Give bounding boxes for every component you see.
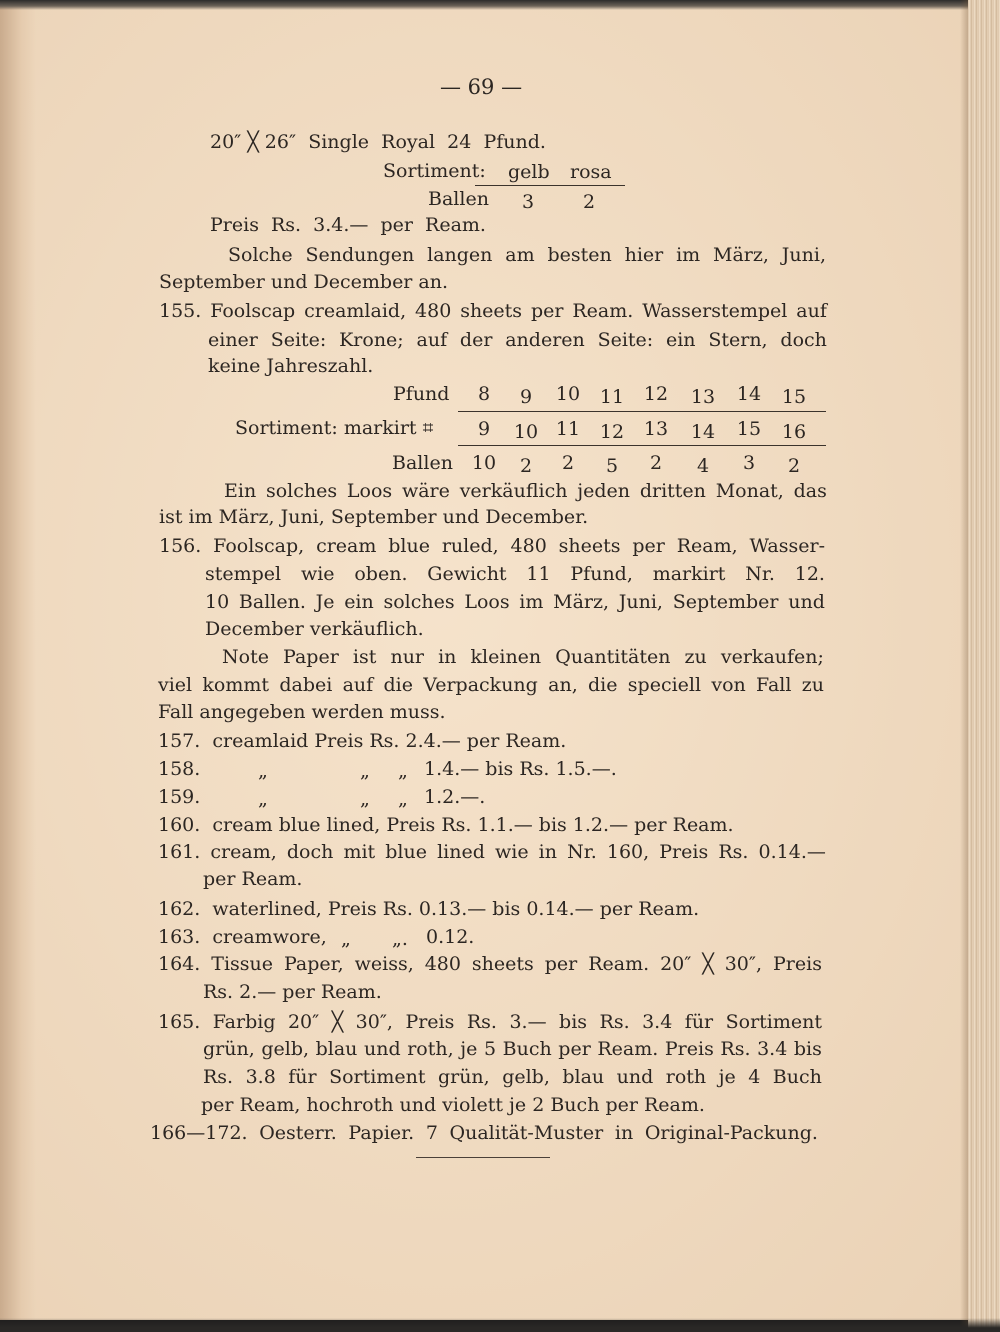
word: blau	[315, 1038, 358, 1060]
word: 5	[483, 1038, 497, 1060]
word: zu	[801, 674, 824, 696]
word: Pfund.	[483, 131, 546, 153]
item-155-after-line-2: ist im März, Juni, September und December.	[159, 506, 589, 528]
word: hier	[624, 244, 664, 266]
word: lined	[437, 841, 485, 863]
word: Qualität-Muster	[449, 1122, 604, 1144]
word: doch	[286, 841, 334, 863]
word: Farbig	[212, 1011, 276, 1033]
word: 165.	[158, 1011, 201, 1033]
item-155-line-1	[159, 300, 827, 322]
item-158-ditto-1: „	[258, 760, 268, 782]
word: doch	[780, 329, 827, 351]
item-155-after-line-1	[224, 480, 827, 502]
word: 480	[424, 953, 461, 975]
markirt-cell: 14	[690, 421, 716, 443]
word: per	[632, 535, 665, 557]
word: Monat,	[715, 480, 784, 502]
word: 11	[526, 563, 551, 585]
word: Paper,	[283, 953, 344, 975]
word: Foolscap	[210, 300, 296, 322]
end-rule	[416, 1157, 550, 1158]
word: Ream.	[597, 1038, 659, 1060]
item-165-line-3	[203, 1066, 822, 1088]
item-160: 160. cream blue lined, Preis Rs. 1.1.— bis 1.2.— per Ream.	[158, 814, 734, 836]
item-162: 162. waterlined, Preis Rs. 0.13.— bis 0.14.— per Ream.	[158, 898, 700, 920]
word: creamlaid,	[304, 300, 407, 322]
word: 3.4	[757, 1038, 788, 1060]
page-edges	[968, 0, 1000, 1332]
word: je	[460, 1038, 478, 1060]
word: langen	[427, 244, 493, 266]
word: im	[676, 244, 701, 266]
word: 480	[510, 535, 547, 557]
word: 480	[415, 300, 452, 322]
word: 3.—	[509, 1011, 547, 1033]
note-line-3: Fall angegeben werden muss.	[158, 701, 446, 723]
item-161-line-1	[158, 841, 826, 863]
word: anderen	[505, 329, 585, 351]
word: roth	[665, 1066, 707, 1088]
word: 3.8	[245, 1066, 276, 1088]
word: markirt	[652, 563, 726, 585]
word: ╳	[702, 953, 714, 975]
item-158-text: 1.4.— bis Rs. 1.5.—.	[424, 758, 617, 780]
word: und	[616, 1066, 654, 1088]
item-158-number: 158.	[158, 758, 201, 780]
word: Loos	[464, 591, 510, 613]
pfund-cell: 9	[519, 386, 533, 408]
color-gelb: gelb	[508, 161, 550, 183]
word: Nr.	[567, 841, 597, 863]
word: Pfund,	[570, 563, 633, 585]
word: 24	[447, 131, 472, 153]
ballen-label: Ballen	[428, 188, 489, 210]
item-163-text: 163. creamwore,	[158, 926, 327, 948]
bottom-edge	[0, 1318, 1000, 1332]
word: Preis	[405, 1011, 455, 1033]
word: Wasserstempel	[642, 300, 788, 322]
word: Buch	[502, 1038, 552, 1060]
word: Foolscap,	[213, 535, 305, 557]
item-155-line-3: keine Jahreszahl.	[208, 355, 374, 377]
word: die	[383, 674, 413, 696]
word: kleinen	[470, 646, 542, 668]
word: blue	[385, 841, 427, 863]
word: Preis	[210, 214, 259, 236]
word: in	[438, 646, 457, 668]
word: sheets	[558, 535, 621, 557]
word: Ream,	[676, 535, 738, 557]
markirt-cell: 13	[643, 418, 669, 440]
word: Seite:	[270, 329, 327, 351]
word: 20″ ╳ 26″	[210, 131, 297, 153]
word: cream,	[210, 841, 277, 863]
word: sheets	[471, 953, 534, 975]
item-155-line-2	[208, 329, 827, 351]
pfund-cell: 11	[599, 386, 625, 408]
word: sheets	[460, 300, 523, 322]
word: Seite:	[597, 329, 654, 351]
markirt-cell: 12	[599, 421, 625, 443]
sortiment-label: Sortiment:	[383, 160, 486, 182]
word: einer	[208, 329, 258, 351]
item-165-line-2	[203, 1038, 822, 1060]
word: Wasser-	[749, 535, 825, 557]
word: roth,	[407, 1038, 454, 1060]
word: ein	[344, 591, 374, 613]
word: Papier.	[348, 1122, 415, 1144]
item-157: 157. creamlaid Preis Rs. 2.4.— per Ream.	[158, 730, 567, 752]
word: jeden	[577, 480, 631, 502]
word: 155.	[159, 300, 202, 322]
word: nur	[390, 646, 425, 668]
word: März,	[553, 591, 610, 613]
word: Rs.	[718, 841, 749, 863]
item-154-note-line-1	[228, 244, 826, 266]
ballen-cell: 10	[471, 452, 497, 474]
word: von	[711, 674, 746, 696]
ballen-cell: 4	[696, 455, 710, 477]
word: Preis	[773, 953, 822, 975]
item-154-heading	[210, 131, 546, 153]
word: oben.	[354, 563, 408, 585]
word: dritten	[639, 480, 706, 502]
word: Verpackung	[423, 674, 538, 696]
item-158-ditto-2: „	[360, 760, 370, 782]
word: Ream.	[588, 953, 650, 975]
word: und	[788, 591, 825, 613]
item-156-line-3	[205, 591, 825, 613]
sortiment-rule	[475, 185, 625, 186]
item-154-price	[210, 214, 486, 236]
word: grün,	[437, 1066, 490, 1088]
word: Solche	[228, 244, 293, 266]
word: gelb,	[261, 1038, 310, 1060]
word: in	[614, 1122, 634, 1144]
item-158-ditto-3: „	[398, 760, 408, 782]
word: Nr.	[745, 563, 775, 585]
item-159-number: 159.	[158, 786, 201, 808]
word: Tissue	[211, 953, 273, 975]
word: Oesterr.	[259, 1122, 337, 1144]
word: per	[530, 300, 564, 322]
pfund-cell: 13	[690, 386, 716, 408]
word: Je	[315, 591, 335, 613]
word: Rs.	[599, 1011, 630, 1033]
word: das	[793, 480, 827, 502]
item-159-ditto-2: „	[360, 788, 370, 810]
word: zu	[684, 646, 707, 668]
item-163-ditto-1: „	[341, 928, 351, 950]
word: per	[380, 214, 413, 236]
word: Sendungen	[305, 244, 415, 266]
word: Juni,	[781, 244, 826, 266]
word: Stern,	[708, 329, 768, 351]
word: Ballen.	[238, 591, 306, 613]
word: Ream.	[425, 214, 486, 236]
pfund-label: Pfund	[393, 383, 450, 405]
word: 161.	[158, 841, 201, 863]
word: bis	[559, 1011, 588, 1033]
word: dabei	[279, 674, 333, 696]
word: Sortiment	[725, 1011, 822, 1033]
item-164-line-2: Rs. 2.— per Ream.	[203, 981, 382, 1003]
word: per	[558, 1038, 591, 1060]
word: cream	[316, 535, 377, 557]
word: verkaufen;	[720, 646, 824, 668]
ballen-value-rosa: 2	[583, 191, 596, 213]
word: mit	[343, 841, 376, 863]
item-163-ditto-2: „.	[392, 928, 408, 950]
word: besten	[547, 244, 612, 266]
word: 4	[748, 1066, 761, 1088]
word: ist	[352, 646, 377, 668]
ballen-value-gelb: 3	[522, 191, 535, 213]
word: blue	[388, 535, 430, 557]
ballen-cell: 2	[649, 452, 663, 474]
ballen-table-label: Ballen	[392, 452, 453, 474]
word: der	[459, 329, 493, 351]
word: Sortiment	[329, 1066, 426, 1088]
item-164-line-1	[158, 953, 822, 975]
item-163-value: 0.12.	[426, 926, 475, 948]
word: an,	[548, 674, 578, 696]
word: viel	[158, 674, 193, 696]
ballen-cell: 3	[742, 452, 756, 474]
word: März,	[713, 244, 769, 266]
word: Rs.	[203, 1066, 234, 1088]
sortiment-markirt-label: Sortiment: markirt ⌗	[235, 417, 434, 439]
word: ein	[665, 329, 696, 351]
markirt-cell: 16	[781, 421, 807, 443]
pfund-cell: 15	[781, 386, 807, 408]
top-edge	[0, 0, 1000, 10]
word: Quantitäten	[555, 646, 671, 668]
word: blau	[562, 1066, 605, 1088]
word: ruled,	[441, 535, 499, 557]
word: 3.4.—	[313, 214, 369, 236]
word: weiss,	[354, 953, 414, 975]
word: bis	[793, 1038, 822, 1060]
item-165-line-4: per Ream, hochroth und violett je 2 Buch per Ream.	[201, 1094, 705, 1116]
word: gelb,	[502, 1066, 550, 1088]
word: Krone;	[339, 329, 404, 351]
item-159-ditto-3: „	[398, 788, 408, 810]
note-line-1	[222, 646, 824, 668]
word: 7	[425, 1122, 438, 1144]
word: die	[588, 674, 618, 696]
markirt-rule	[458, 445, 826, 446]
item-154-note-line-2: September und December an.	[159, 271, 449, 293]
word: und	[364, 1038, 401, 1060]
ballen-cell: 5	[605, 455, 619, 477]
word: Rs.	[466, 1011, 497, 1033]
markirt-cell: 11	[555, 418, 581, 440]
note-line-2	[158, 674, 824, 696]
word: Single	[308, 131, 370, 153]
word: 0.14.—	[758, 841, 826, 863]
word: für	[288, 1066, 317, 1088]
word: Preis	[659, 841, 709, 863]
word: 164.	[158, 953, 201, 975]
word: Royal	[381, 131, 436, 153]
word: Ream.	[572, 300, 634, 322]
item-156-line-2	[205, 563, 825, 585]
item-156-line-4: December verkäuflich.	[205, 618, 424, 640]
word: Paper	[283, 646, 339, 668]
markirt-cell: 10	[513, 421, 539, 443]
word: kommt	[202, 674, 270, 696]
word: 20″	[660, 953, 692, 975]
word: 160,	[606, 841, 650, 863]
item-159-ditto-1: „	[258, 788, 268, 810]
page-number: — 69 —	[440, 75, 523, 99]
word: stempel	[205, 563, 282, 585]
word: im	[519, 591, 544, 613]
word: speciell	[627, 674, 702, 696]
word: solches	[383, 591, 455, 613]
word: Gewicht	[427, 563, 507, 585]
pfund-cell: 12	[643, 383, 669, 405]
word: Buch	[772, 1066, 822, 1088]
item-156-line-1	[159, 535, 825, 557]
word: 20″	[287, 1011, 320, 1033]
word: per	[544, 953, 578, 975]
word: 10	[205, 591, 230, 613]
word: in	[538, 841, 557, 863]
word: Ein	[224, 480, 257, 502]
word: am	[505, 244, 535, 266]
word: Fall	[756, 674, 792, 696]
word: grün,	[203, 1038, 255, 1060]
item-166-172	[150, 1122, 818, 1144]
word: auf	[796, 300, 827, 322]
markirt-cell: 15	[736, 418, 762, 440]
fore-edge-shadow	[960, 0, 968, 1332]
word: Rs.	[271, 214, 302, 236]
word: ╳	[331, 1011, 344, 1033]
word: verkäuflich	[459, 480, 568, 502]
word: September	[672, 591, 779, 613]
word: auf	[416, 329, 448, 351]
item-165-line-1	[158, 1011, 822, 1033]
word: 30″,	[724, 953, 763, 975]
word: Note	[222, 646, 269, 668]
word: 166—172.	[150, 1122, 248, 1144]
ballen-cell: 2	[561, 452, 575, 474]
word: wäre	[401, 480, 450, 502]
item-159-text: 1.2.—.	[424, 786, 486, 808]
word: für	[684, 1011, 714, 1033]
pfund-cell: 10	[555, 383, 581, 405]
word: Rs.	[720, 1038, 751, 1060]
word: Original-Packung.	[644, 1122, 818, 1144]
word: 156.	[159, 535, 202, 557]
word: auf	[342, 674, 374, 696]
word: je	[718, 1066, 736, 1088]
color-rosa: rosa	[570, 161, 612, 183]
ballen-cell: 2	[787, 455, 801, 477]
item-161-line-2: per Ream.	[203, 868, 303, 890]
word: wie	[300, 563, 335, 585]
word: 12.	[794, 563, 825, 585]
markirt-cell: 9	[477, 418, 491, 440]
word: Loos	[346, 480, 393, 502]
pfund-cell: 14	[736, 383, 762, 405]
binding-gutter	[0, 4, 36, 1320]
pfund-cell: 8	[477, 383, 491, 405]
word: wie	[494, 841, 529, 863]
word: 30″,	[355, 1011, 393, 1033]
pfund-rule	[458, 411, 826, 412]
word: Juni,	[618, 591, 663, 613]
word: 3.4	[642, 1011, 673, 1033]
word: Preis	[664, 1038, 714, 1060]
ballen-cell: 2	[519, 455, 533, 477]
word: solches	[265, 480, 338, 502]
